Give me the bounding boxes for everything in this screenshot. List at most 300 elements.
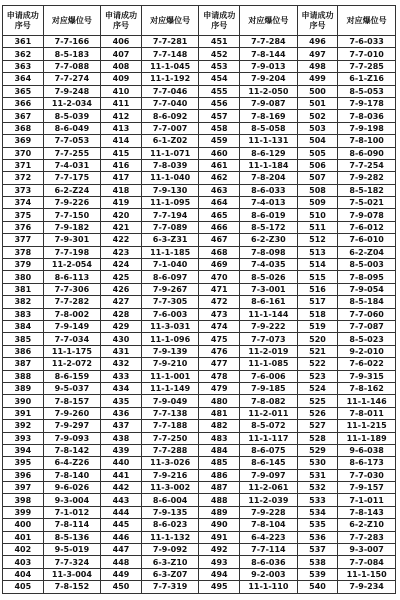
code-cell: 8-6-159 — [43, 370, 101, 382]
seq-cell: 526 — [297, 407, 338, 419]
code-cell: 8-6-049 — [43, 122, 101, 134]
seq-cell: 531 — [297, 469, 338, 481]
table-row — [3, 308, 396, 320]
code-cell: 7-9-130 — [141, 184, 199, 196]
seq-cell: 498 — [297, 60, 338, 72]
code-cell: 11-3-031 — [141, 320, 199, 332]
header-row — [3, 6, 396, 36]
seq-cell: 396 — [3, 469, 44, 481]
code-cell: 11-1-110 — [240, 581, 298, 593]
code-cell: 7-8-039 — [141, 159, 199, 171]
code-cell: 7-9-222 — [240, 320, 298, 332]
seq-cell: 443 — [101, 494, 142, 506]
code-cell: 7-9-178 — [338, 97, 396, 109]
seq-cell: 457 — [199, 110, 240, 122]
seq-cell: 391 — [3, 407, 44, 419]
seq-cell: 472 — [199, 296, 240, 308]
seq-cell: 458 — [199, 122, 240, 134]
table-row — [3, 444, 396, 456]
code-cell: 9-2-010 — [338, 345, 396, 357]
code-cell: 7-8-104 — [240, 519, 298, 531]
seq-cell: 418 — [101, 184, 142, 196]
code-cell: 7-7-073 — [240, 333, 298, 345]
seq-cell: 372 — [3, 172, 44, 184]
code-cell: 6-4-223 — [240, 531, 298, 543]
seq-cell: 491 — [199, 531, 240, 543]
seq-cell: 497 — [297, 48, 338, 60]
seq-cell: 468 — [199, 246, 240, 258]
seq-cell: 413 — [101, 122, 142, 134]
code-cell: 9-5-019 — [43, 544, 101, 556]
code-cell: 7-8-002 — [43, 308, 101, 320]
seq-cell: 537 — [297, 544, 338, 556]
code-cell: 7-7-274 — [43, 73, 101, 85]
seq-cell: 404 — [3, 568, 44, 580]
seq-cell: 453 — [199, 60, 240, 72]
code-cell: 7-7-087 — [338, 320, 396, 332]
code-cell: 8-6-173 — [338, 457, 396, 469]
seq-cell: 461 — [199, 159, 240, 171]
code-cell: 11-1-189 — [338, 432, 396, 444]
seq-cell: 539 — [297, 568, 338, 580]
code-cell: 11-1-149 — [141, 382, 199, 394]
code-cell: 7-7-114 — [240, 544, 298, 556]
code-cell: 7-6-003 — [141, 308, 199, 320]
table-row — [3, 159, 396, 171]
seq-cell: 482 — [199, 420, 240, 432]
seq-cell: 479 — [199, 382, 240, 394]
code-cell: 8-6-019 — [240, 209, 298, 221]
code-cell: 7-7-288 — [141, 444, 199, 456]
seq-cell: 501 — [297, 97, 338, 109]
code-cell: 7-9-049 — [141, 395, 199, 407]
table-row — [3, 246, 396, 258]
code-cell: 7-9-315 — [338, 370, 396, 382]
code-cell: 7-9-087 — [240, 97, 298, 109]
seq-cell: 408 — [101, 60, 142, 72]
seq-cell: 417 — [101, 172, 142, 184]
code-cell: 11-2-011 — [240, 407, 298, 419]
code-cell: 7-9-139 — [141, 345, 199, 357]
code-cell: 7-7-166 — [43, 36, 101, 48]
code-cell: 8-5-136 — [43, 531, 101, 543]
seq-cell: 424 — [101, 259, 142, 271]
seq-cell: 455 — [199, 85, 240, 97]
code-cell: 7-8-143 — [338, 506, 396, 518]
code-cell: 7-7-305 — [141, 296, 199, 308]
code-cell: 7-9-135 — [141, 506, 199, 518]
seq-cell: 500 — [297, 85, 338, 97]
header-seq: 申请成功序号 — [297, 6, 338, 36]
seq-cell: 484 — [199, 444, 240, 456]
seq-cell: 471 — [199, 283, 240, 295]
code-cell: 7-8-036 — [338, 110, 396, 122]
seq-cell: 428 — [101, 308, 142, 320]
seq-cell: 442 — [101, 482, 142, 494]
code-cell: 7-7-281 — [141, 36, 199, 48]
code-cell: 8-5-172 — [240, 221, 298, 233]
table-row — [3, 296, 396, 308]
code-cell: 7-7-148 — [141, 48, 199, 60]
code-cell: 8-5-023 — [338, 333, 396, 345]
seq-cell: 503 — [297, 122, 338, 134]
seq-cell: 483 — [199, 432, 240, 444]
seq-cell: 451 — [199, 36, 240, 48]
code-cell: 7-7-194 — [141, 209, 199, 221]
code-cell: 9-2-003 — [240, 568, 298, 580]
seq-cell: 462 — [199, 172, 240, 184]
seq-cell: 486 — [199, 469, 240, 481]
seq-cell: 459 — [199, 135, 240, 147]
code-cell: 7-7-010 — [338, 48, 396, 60]
table-row — [3, 122, 396, 134]
seq-cell: 368 — [3, 122, 44, 134]
header-code: 对应爆位号 — [43, 6, 101, 36]
table-row — [3, 97, 396, 109]
code-cell: 7-5-021 — [338, 197, 396, 209]
code-cell: 6-1-Z02 — [141, 135, 199, 147]
code-cell: 7-9-228 — [240, 506, 298, 518]
code-cell: 8-6-145 — [240, 457, 298, 469]
code-cell: 8-5-026 — [240, 271, 298, 283]
table-row — [3, 531, 396, 543]
seq-cell: 478 — [199, 370, 240, 382]
code-cell: 8-5-053 — [338, 85, 396, 97]
code-cell: 9-5-037 — [43, 382, 101, 394]
code-cell: 11-1-045 — [141, 60, 199, 72]
code-cell: 8-6-033 — [240, 184, 298, 196]
seq-cell: 449 — [101, 568, 142, 580]
code-cell: 7-8-095 — [338, 271, 396, 283]
seq-cell: 371 — [3, 159, 44, 171]
table-row — [3, 147, 396, 159]
seq-cell: 409 — [101, 73, 142, 85]
seq-cell: 415 — [101, 147, 142, 159]
table-row — [3, 407, 396, 419]
code-cell: 7-8-142 — [43, 444, 101, 456]
seq-cell: 510 — [297, 209, 338, 221]
code-cell: 7-3-001 — [240, 283, 298, 295]
code-cell: 7-9-260 — [43, 407, 101, 419]
code-cell: 7-7-007 — [141, 122, 199, 134]
seq-cell: 508 — [297, 184, 338, 196]
code-cell: 7-9-267 — [141, 283, 199, 295]
table-row — [3, 172, 396, 184]
seq-cell: 496 — [297, 36, 338, 48]
seq-cell: 463 — [199, 184, 240, 196]
seq-cell: 406 — [101, 36, 142, 48]
table-row — [3, 320, 396, 332]
code-cell: 7-7-306 — [43, 283, 101, 295]
seq-cell: 511 — [297, 221, 338, 233]
table-row — [3, 494, 396, 506]
table-row — [3, 544, 396, 556]
seq-cell: 485 — [199, 457, 240, 469]
code-cell: 7-1-040 — [141, 259, 199, 271]
table-row — [3, 519, 396, 531]
code-cell: 7-9-297 — [43, 420, 101, 432]
code-cell: 11-1-184 — [240, 159, 298, 171]
table-row — [3, 283, 396, 295]
code-cell: 7-7-084 — [338, 556, 396, 568]
seq-cell: 421 — [101, 221, 142, 233]
code-cell: 8-6-090 — [338, 147, 396, 159]
seq-cell: 420 — [101, 209, 142, 221]
code-cell: 7-6-012 — [338, 221, 396, 233]
code-cell: 11-1-001 — [141, 370, 199, 382]
seq-cell: 477 — [199, 358, 240, 370]
seq-cell: 379 — [3, 259, 44, 271]
code-cell: 9-3-007 — [338, 544, 396, 556]
seq-cell: 414 — [101, 135, 142, 147]
header-code: 对应爆位号 — [141, 6, 199, 36]
seq-cell: 400 — [3, 519, 44, 531]
seq-cell: 390 — [3, 395, 44, 407]
seq-cell: 509 — [297, 197, 338, 209]
code-cell: 11-2-054 — [43, 259, 101, 271]
code-cell: 7-9-092 — [141, 544, 199, 556]
code-cell: 7-9-149 — [43, 320, 101, 332]
seq-cell: 425 — [101, 271, 142, 283]
seq-cell: 427 — [101, 296, 142, 308]
seq-cell: 506 — [297, 159, 338, 171]
seq-cell: 439 — [101, 444, 142, 456]
seq-cell: 515 — [297, 271, 338, 283]
seq-cell: 431 — [101, 345, 142, 357]
seq-cell: 492 — [199, 544, 240, 556]
code-cell: 7-9-226 — [43, 197, 101, 209]
code-cell: 7-7-282 — [43, 296, 101, 308]
seq-cell: 489 — [199, 506, 240, 518]
seq-cell: 487 — [199, 482, 240, 494]
code-cell: 7-7-198 — [43, 246, 101, 258]
seq-cell: 514 — [297, 259, 338, 271]
code-cell: 7-9-204 — [240, 73, 298, 85]
seq-cell: 517 — [297, 296, 338, 308]
seq-cell: 422 — [101, 234, 142, 246]
seq-cell: 405 — [3, 581, 44, 593]
seq-cell: 518 — [297, 308, 338, 320]
seq-cell: 538 — [297, 556, 338, 568]
seq-cell: 438 — [101, 432, 142, 444]
table-row — [3, 469, 396, 481]
table-row — [3, 506, 396, 518]
code-cell: 7-8-169 — [240, 110, 298, 122]
code-cell: 8-6-023 — [141, 519, 199, 531]
seq-cell: 529 — [297, 444, 338, 456]
code-cell: 6-2-Z24 — [43, 184, 101, 196]
seq-cell: 522 — [297, 358, 338, 370]
table-row — [3, 259, 396, 271]
code-cell: 6-2-Z04 — [338, 246, 396, 258]
seq-cell: 366 — [3, 97, 44, 109]
code-cell: 7-7-254 — [338, 159, 396, 171]
code-cell: 11-3-002 — [141, 482, 199, 494]
code-cell: 7-6-033 — [338, 36, 396, 48]
seq-cell: 401 — [3, 531, 44, 543]
seq-cell: 528 — [297, 432, 338, 444]
seq-cell: 363 — [3, 60, 44, 72]
seq-cell: 533 — [297, 494, 338, 506]
seq-cell: 474 — [199, 320, 240, 332]
code-cell: 7-7-046 — [141, 85, 199, 97]
code-cell: 7-8-100 — [338, 135, 396, 147]
code-cell: 11-1-185 — [141, 246, 199, 258]
code-cell: 11-1-215 — [338, 420, 396, 432]
code-cell: 11-2-039 — [240, 494, 298, 506]
code-cell: 7-9-013 — [240, 60, 298, 72]
table-row — [3, 581, 396, 593]
seq-cell: 365 — [3, 85, 44, 97]
code-cell: 7-9-182 — [43, 221, 101, 233]
code-cell: 7-7-150 — [43, 209, 101, 221]
header-code: 对应爆位号 — [338, 6, 396, 36]
table-row — [3, 48, 396, 60]
code-cell: 11-1-071 — [141, 147, 199, 159]
code-cell: 7-9-054 — [338, 283, 396, 295]
seq-cell: 502 — [297, 110, 338, 122]
seq-cell: 520 — [297, 333, 338, 345]
code-cell: 11-3-026 — [141, 457, 199, 469]
code-cell: 8-5-058 — [240, 122, 298, 134]
seq-cell: 516 — [297, 283, 338, 295]
seq-cell: 411 — [101, 97, 142, 109]
seq-cell: 416 — [101, 159, 142, 171]
seq-cell: 521 — [297, 345, 338, 357]
code-cell: 7-9-234 — [338, 581, 396, 593]
seq-cell: 388 — [3, 370, 44, 382]
code-cell: 8-6-075 — [240, 444, 298, 456]
application-table — [2, 5, 396, 594]
seq-cell: 367 — [3, 110, 44, 122]
code-cell: 7-7-175 — [43, 172, 101, 184]
code-cell: 7-9-198 — [338, 122, 396, 134]
code-cell: 7-8-157 — [43, 395, 101, 407]
code-cell: 9-6-038 — [338, 444, 396, 456]
seq-cell: 395 — [3, 457, 44, 469]
seq-cell: 364 — [3, 73, 44, 85]
code-cell: 11-1-096 — [141, 333, 199, 345]
code-cell: 7-6-022 — [338, 358, 396, 370]
code-cell: 11-1-150 — [338, 568, 396, 580]
seq-cell: 382 — [3, 296, 44, 308]
code-cell: 7-1-011 — [338, 494, 396, 506]
seq-cell: 513 — [297, 246, 338, 258]
code-cell: 7-9-216 — [141, 469, 199, 481]
code-cell: 6-1-Z16 — [338, 73, 396, 85]
code-cell: 7-7-034 — [43, 333, 101, 345]
code-cell: 7-9-093 — [43, 432, 101, 444]
code-cell: 7-7-089 — [141, 221, 199, 233]
seq-cell: 394 — [3, 444, 44, 456]
table-row — [3, 568, 396, 580]
code-cell: 7-7-283 — [338, 531, 396, 543]
seq-cell: 465 — [199, 209, 240, 221]
seq-cell: 466 — [199, 221, 240, 233]
header-code: 对应爆位号 — [240, 6, 298, 36]
seq-cell: 370 — [3, 147, 44, 159]
seq-cell: 378 — [3, 246, 44, 258]
seq-cell: 384 — [3, 320, 44, 332]
table-row — [3, 36, 396, 48]
seq-cell: 534 — [297, 506, 338, 518]
code-cell: 9-6-026 — [43, 482, 101, 494]
code-cell: 11-2-050 — [240, 85, 298, 97]
code-cell: 11-1-175 — [43, 345, 101, 357]
header-seq: 申请成功序号 — [101, 6, 142, 36]
seq-cell: 530 — [297, 457, 338, 469]
code-cell: 8-6-036 — [240, 556, 298, 568]
seq-cell: 490 — [199, 519, 240, 531]
seq-cell: 383 — [3, 308, 44, 320]
code-cell: 6-2-Z10 — [338, 519, 396, 531]
seq-cell: 381 — [3, 283, 44, 295]
code-cell: 11-1-192 — [141, 73, 199, 85]
table-row — [3, 420, 396, 432]
seq-cell: 380 — [3, 271, 44, 283]
table-row — [3, 370, 396, 382]
seq-cell: 525 — [297, 395, 338, 407]
code-cell: 7-8-082 — [240, 395, 298, 407]
seq-cell: 403 — [3, 556, 44, 568]
code-cell: 7-9-185 — [240, 382, 298, 394]
code-cell: 7-7-250 — [141, 432, 199, 444]
code-cell: 7-9-282 — [338, 172, 396, 184]
seq-cell: 493 — [199, 556, 240, 568]
code-cell: 7-7-030 — [338, 469, 396, 481]
seq-cell: 361 — [3, 36, 44, 48]
seq-cell: 536 — [297, 531, 338, 543]
seq-cell: 362 — [3, 48, 44, 60]
table-row — [3, 197, 396, 209]
seq-cell: 464 — [199, 197, 240, 209]
code-cell: 7-9-078 — [338, 209, 396, 221]
code-cell: 7-8-152 — [43, 581, 101, 593]
code-cell: 7-4-035 — [240, 259, 298, 271]
code-cell: 7-8-204 — [240, 172, 298, 184]
seq-cell: 430 — [101, 333, 142, 345]
seq-cell: 387 — [3, 358, 44, 370]
seq-cell: 426 — [101, 283, 142, 295]
code-cell: 7-6-006 — [240, 370, 298, 382]
code-cell: 7-7-053 — [43, 135, 101, 147]
seq-cell: 385 — [3, 333, 44, 345]
seq-cell: 476 — [199, 345, 240, 357]
code-cell: 11-2-034 — [43, 97, 101, 109]
header-seq: 申请成功序号 — [199, 6, 240, 36]
seq-cell: 447 — [101, 544, 142, 556]
seq-cell: 375 — [3, 209, 44, 221]
code-cell: 7-8-144 — [240, 48, 298, 60]
seq-cell: 480 — [199, 395, 240, 407]
seq-cell: 467 — [199, 234, 240, 246]
code-cell: 9-3-004 — [43, 494, 101, 506]
code-cell: 7-9-157 — [338, 482, 396, 494]
code-cell: 6-3-Z10 — [141, 556, 199, 568]
seq-cell: 519 — [297, 320, 338, 332]
seq-cell: 452 — [199, 48, 240, 60]
table-row — [3, 271, 396, 283]
seq-cell: 512 — [297, 234, 338, 246]
seq-cell: 436 — [101, 407, 142, 419]
code-cell: 8-5-072 — [240, 420, 298, 432]
code-cell: 7-9-210 — [141, 358, 199, 370]
code-cell: 11-1-131 — [240, 135, 298, 147]
table-row — [3, 184, 396, 196]
header-seq: 申请成功序号 — [3, 6, 44, 36]
code-cell: 8-6-097 — [141, 271, 199, 283]
code-cell: 7-7-060 — [338, 308, 396, 320]
